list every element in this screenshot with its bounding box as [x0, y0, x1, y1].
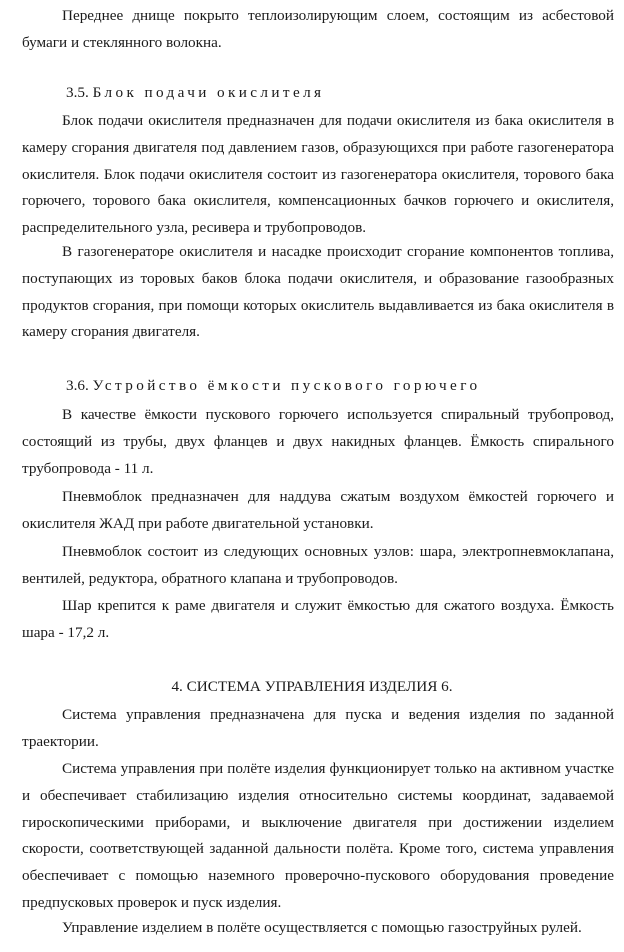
section-4-heading: 4. СИСТЕМА УПРАВЛЕНИЯ ИЗДЕЛИЯ 6.: [171, 678, 453, 695]
section-3-6-number: 3.6.: [66, 377, 89, 394]
paragraph-3-6-2: Пневмоблок предназначен для наддува сжатым воздухом ёмкостей горючего и окислителя ЖАД при работе двигательной установки.: [22, 488, 614, 532]
paragraph-3-6-4: Шар крепится к раме двигателя и служит ёмкостью для сжатого воздуха. Ёмкость шара - 17,2 л.: [22, 597, 614, 641]
section-3-6-title: Устройство ёмкости пускового горючего: [92, 377, 481, 394]
paragraph-3-5-1: Блок подачи окислителя предназначен для подачи окислителя из бака окислителя в камеру сгорания двигателя под давлением газов, образующихся при работе газогенератора окислителя. Блок подачи окислителя состоит из газогенератора окислителя, торового бака горючего, торового бака окислителя, компенсационных бачков горючего и окислителя, распределительного узла, ресивера и трубопроводов.: [22, 112, 614, 237]
paragraph-3-6-1: В качестве ёмкости пускового горючего используется спиральный трубопровод, состоящий из трубы, двух фланцев и двух накидных фланцев. Ёмкость спирального трубопровода - 11 л.: [22, 406, 614, 477]
section-3-5-title: Блок подачи окислителя: [92, 84, 325, 101]
paragraph-4-1: Система управления предназначена для пуска и ведения изделия по заданной траектории.: [22, 706, 614, 750]
section-3-5-heading: [66, 84, 324, 102]
section-3-6-heading: [66, 377, 480, 395]
paragraph-intro: Переднее днище покрыто теплоизолирующим слоем, состоящим из асбестовой бумаги и стеклянного волокна.: [22, 7, 614, 51]
paragraph-4-2: Система управления при полёте изделия функционирует только на активном участке и обеспечивает стабилизацию изделия относительно системы координат, задаваемой гироскопическими приборами, и выключение двигателя при достижении изделием скорости, соответствующей заданной дальности полёта. Кроме того, система управления обеспечивает с помощью наземного проверочно-пускового оборудования проведение предпусковых проверок и пуск изделия.: [22, 760, 614, 911]
paragraph-3-5-2: В газогенераторе окислителя и насадке происходит сгорание компонентов топлива, поступающих из торовых баков блока подачи окислителя, и образование газообразных продуктов сгорания, при помощи которых окислитель выдавливается из бака окислителя в камеру сгорания двигателя.: [22, 243, 614, 341]
paragraph-3-6-3: Пневмоблок состоит из следующих основных узлов: шара, электропневмоклапана, вентилей, редуктора, обратного клапана и трубопроводов.: [22, 543, 614, 587]
paragraph-4-3: Управление изделием в полёте осуществляется с помощью газоструйных рулей.: [62, 919, 582, 936]
section-3-5-number: 3.5.: [66, 84, 89, 101]
